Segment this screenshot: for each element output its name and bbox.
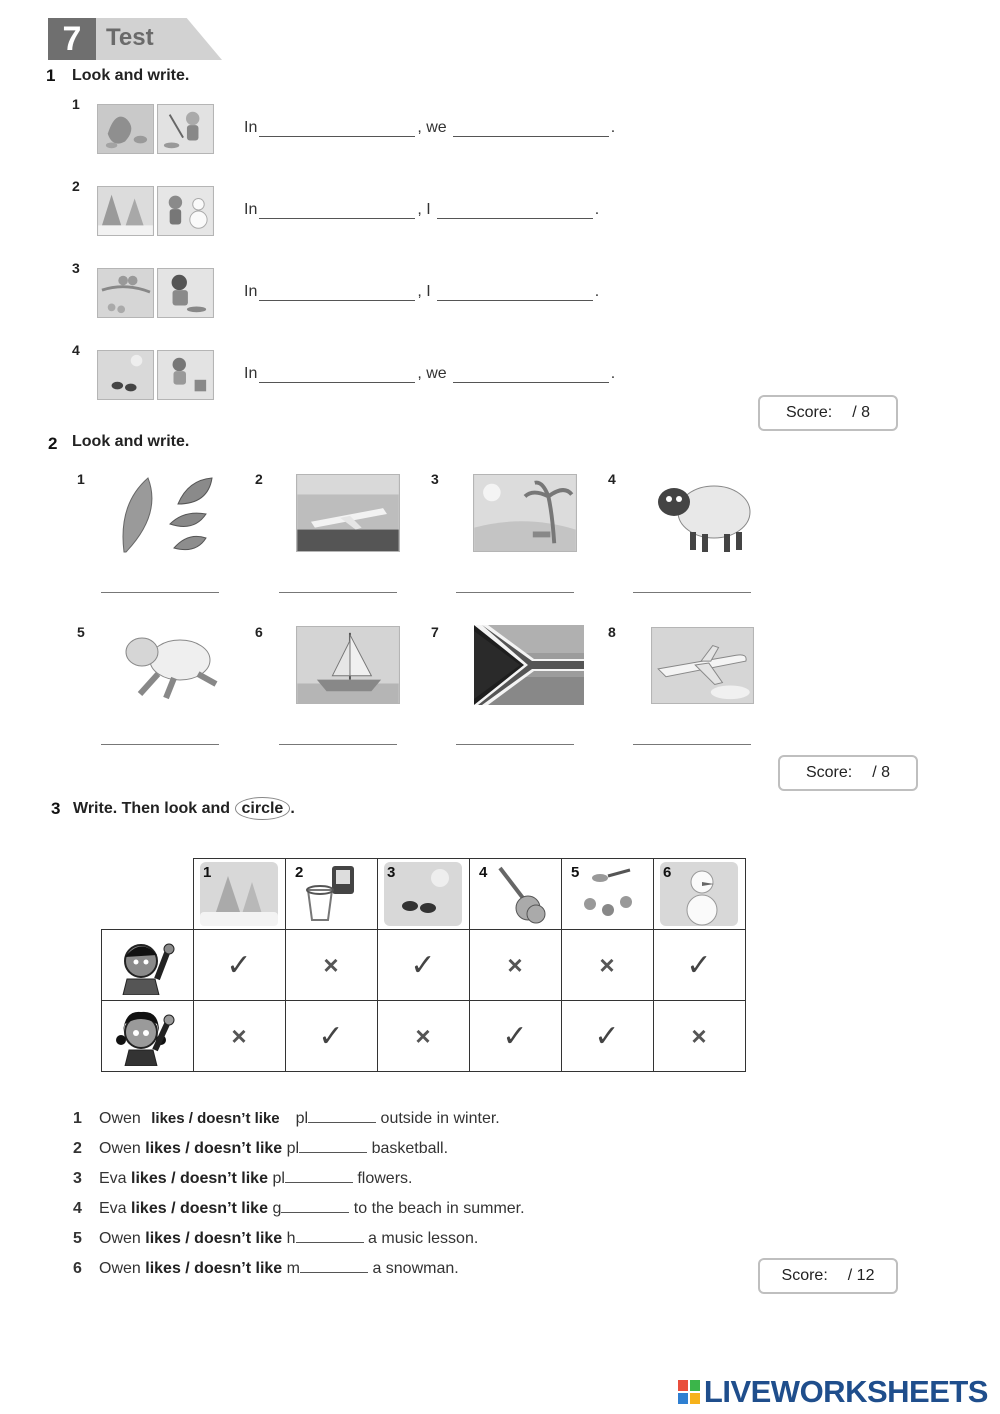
check-icon: ✓ (686, 948, 712, 982)
sentence-rest: to the beach in summer. (353, 1200, 525, 1217)
s2-item-number: 1 (77, 471, 85, 487)
s1-item-number: 4 (72, 342, 80, 358)
table-cell (469, 930, 561, 1001)
word-start: m (286, 1260, 300, 1277)
full-stop: . (610, 365, 616, 382)
section3-score-box (758, 1258, 898, 1294)
s2-item-number: 7 (431, 624, 439, 640)
leaves-icon (118, 474, 220, 554)
word-start: pl (272, 1170, 285, 1187)
south-africa-flag-icon (474, 625, 584, 705)
snowman-icon (660, 862, 738, 926)
empty-corner-cell (102, 859, 194, 930)
word-in: In (244, 365, 258, 382)
sunglasses-beach-icon (97, 350, 154, 400)
likes-choice[interactable]: likes / doesn’t like (145, 1260, 283, 1277)
column-number: 4 (479, 864, 488, 881)
word-start: g (272, 1200, 282, 1217)
airport-plane-icon (296, 474, 400, 552)
column-number: 5 (571, 864, 580, 881)
answer-blank[interactable] (296, 1230, 364, 1243)
circled-word: circle (235, 797, 291, 820)
column-number: 6 (663, 864, 672, 881)
full-stop: . (594, 201, 600, 218)
s1-sentence (244, 119, 615, 137)
girl-planting-icon (157, 268, 214, 318)
boy-waving-icon (107, 931, 187, 995)
s1-sentence (244, 283, 599, 301)
sentence-rest: a snowman. (372, 1260, 459, 1277)
table-cell (285, 1001, 377, 1072)
answer-blank[interactable] (259, 122, 415, 137)
score-label: Score: (781, 1267, 828, 1284)
s1-sentence (244, 201, 599, 219)
s1-item-number: 1 (72, 96, 80, 112)
likes-choice[interactable]: likes / doesn’t like (151, 1110, 280, 1127)
spring-flowers-icon (97, 268, 154, 318)
table-row (102, 930, 746, 1001)
title-end: . (290, 800, 295, 817)
section1-number: 1 (46, 66, 56, 85)
table-cell (561, 930, 653, 1001)
answer-blank[interactable] (300, 1260, 368, 1273)
sentence-rest: outside in winter. (380, 1110, 500, 1127)
sentence-number: 2 (73, 1140, 82, 1157)
row-header-boy (102, 930, 194, 1001)
liveworksheets-logo (678, 1374, 988, 1410)
answer-line[interactable] (101, 591, 219, 593)
word-in: In (244, 119, 258, 136)
table-column-header (193, 859, 285, 930)
check-icon: ✓ (594, 1019, 620, 1053)
table-cell (285, 930, 377, 1001)
section3-title (73, 800, 295, 818)
girl-snowman-icon (157, 186, 214, 236)
word-in: In (244, 201, 258, 218)
table-column-header (285, 859, 377, 930)
s3-sentence (73, 1200, 525, 1218)
s2-item-number: 8 (608, 624, 616, 640)
score-total: / 8 (852, 404, 871, 421)
answer-blank[interactable] (437, 204, 593, 219)
s3-sentence (73, 1260, 459, 1278)
column-number: 1 (203, 864, 212, 881)
word-start: h (286, 1230, 296, 1247)
cross-icon: × (323, 949, 339, 980)
full-stop: . (610, 119, 616, 136)
likes-table (101, 858, 746, 1072)
check-icon: ✓ (226, 948, 252, 982)
sentence-rest: flowers. (357, 1170, 413, 1187)
gardening-flowers-icon (568, 862, 646, 926)
section2-title: Look and write. (72, 433, 190, 450)
sheep-icon (652, 472, 754, 554)
table-row (102, 1001, 746, 1072)
word-mid: , we (417, 119, 447, 136)
sentence-subject: Eva (99, 1200, 127, 1217)
cross-icon: × (415, 1020, 431, 1051)
snowy-trees-icon (200, 862, 278, 926)
guitar-icon (476, 862, 554, 926)
sentence-number: 3 (73, 1170, 82, 1187)
autumn-leaves-icon (97, 104, 154, 154)
s3-sentence (73, 1140, 448, 1158)
column-number: 2 (295, 864, 304, 881)
answer-line[interactable] (279, 591, 397, 593)
section2-number: 2 (48, 434, 58, 453)
check-icon: ✓ (410, 948, 436, 982)
beach-palm-icon (473, 474, 577, 552)
liveworksheets-icon (678, 1380, 700, 1404)
sentence-subject: Owen (99, 1110, 141, 1127)
section2-score-box (778, 755, 918, 791)
unit-number: 7 (48, 18, 96, 60)
word-mid: , I (417, 283, 431, 300)
s2-item-number: 2 (255, 471, 263, 487)
table-cell (469, 1001, 561, 1072)
sentence-rest: basketball. (371, 1140, 449, 1157)
likes-choice[interactable]: likes / doesn’t like (131, 1170, 268, 1187)
score-label: Score: (785, 404, 833, 421)
answer-blank[interactable] (308, 1110, 376, 1123)
answer-line[interactable] (456, 743, 574, 745)
s2-item-number: 6 (255, 624, 263, 640)
girl-picnic-icon (157, 350, 214, 400)
score-total: / 12 (847, 1267, 875, 1284)
word-start: pl (295, 1110, 309, 1127)
sentence-number: 5 (73, 1230, 82, 1247)
sentence-subject: Owen (99, 1260, 141, 1277)
sentence-rest: a music lesson. (368, 1230, 479, 1247)
table-column-header (377, 859, 469, 930)
airplane-icon (651, 627, 754, 704)
s2-item-number: 3 (431, 471, 439, 487)
s2-item-number: 4 (608, 471, 616, 487)
answer-line[interactable] (633, 743, 751, 745)
answer-blank[interactable] (281, 1200, 349, 1213)
sentence-subject: Eva (99, 1170, 127, 1187)
cross-icon: × (231, 1020, 247, 1051)
sailboat-icon (296, 626, 400, 704)
sentence-number: 6 (73, 1260, 82, 1277)
s3-sentence (73, 1110, 500, 1128)
table-header-row (102, 859, 746, 930)
table-cell (193, 1001, 285, 1072)
word-in: In (244, 283, 258, 300)
answer-blank[interactable] (259, 286, 415, 301)
answer-blank[interactable] (453, 368, 609, 383)
table-cell (377, 930, 469, 1001)
table-column-header (653, 859, 745, 930)
table-column-header (561, 859, 653, 930)
sentence-number: 4 (73, 1200, 82, 1217)
answer-line[interactable] (456, 591, 574, 593)
answer-line[interactable] (279, 743, 397, 745)
s1-item-number: 3 (72, 260, 80, 276)
word-mid: , I (417, 201, 431, 218)
section1-title: Look and write. (72, 67, 190, 84)
answer-blank[interactable] (437, 286, 593, 301)
column-number: 3 (387, 864, 396, 881)
score-total: / 8 (872, 764, 891, 781)
answer-line[interactable] (101, 743, 219, 745)
sentence-subject: Owen (99, 1140, 141, 1157)
girl-waving-icon (107, 1002, 187, 1066)
boy-raking-icon (157, 104, 214, 154)
s1-item-number: 2 (72, 178, 80, 194)
page-title: Test (106, 24, 154, 51)
title-text: Write. Then look and (73, 800, 231, 817)
s1-sentence (244, 365, 615, 383)
answer-blank[interactable] (285, 1170, 353, 1183)
snowy-trees-icon (97, 186, 154, 236)
section3-number: 3 (51, 799, 61, 818)
likes-choice[interactable]: likes / doesn’t like (131, 1200, 268, 1217)
section1-score-box (758, 395, 898, 431)
answer-blank[interactable] (259, 204, 415, 219)
word-mid: , we (417, 365, 447, 382)
check-icon: ✓ (502, 1019, 528, 1053)
check-icon: ✓ (318, 1019, 344, 1053)
s3-sentence (73, 1170, 412, 1188)
brand-name: LIVEWORKSHEETS (703, 1374, 988, 1409)
answer-blank[interactable] (453, 122, 609, 137)
answer-blank[interactable] (299, 1140, 367, 1153)
answer-line[interactable] (633, 591, 751, 593)
sentence-subject: Owen (99, 1230, 141, 1247)
row-header-girl (102, 1001, 194, 1072)
basketball-hoop-icon (292, 862, 370, 926)
score-label: Score: (805, 764, 853, 781)
sunglasses-beach-icon (384, 862, 462, 926)
likes-choice[interactable]: likes / doesn’t like (145, 1140, 283, 1157)
s2-item-number: 5 (77, 624, 85, 640)
table-cell (653, 1001, 745, 1072)
cross-icon: × (599, 949, 615, 980)
table-cell (377, 1001, 469, 1072)
cross-icon: × (691, 1020, 707, 1051)
table-cell (653, 930, 745, 1001)
table-column-header (469, 859, 561, 930)
lamb-icon (118, 622, 222, 702)
s3-sentence (73, 1230, 478, 1248)
table-cell (193, 930, 285, 1001)
table-cell (561, 1001, 653, 1072)
cross-icon: × (507, 949, 523, 980)
full-stop: . (594, 283, 600, 300)
sentence-number: 1 (73, 1110, 82, 1127)
likes-choice[interactable]: likes / doesn’t like (145, 1230, 283, 1247)
answer-blank[interactable] (259, 368, 415, 383)
word-start: pl (286, 1140, 300, 1157)
